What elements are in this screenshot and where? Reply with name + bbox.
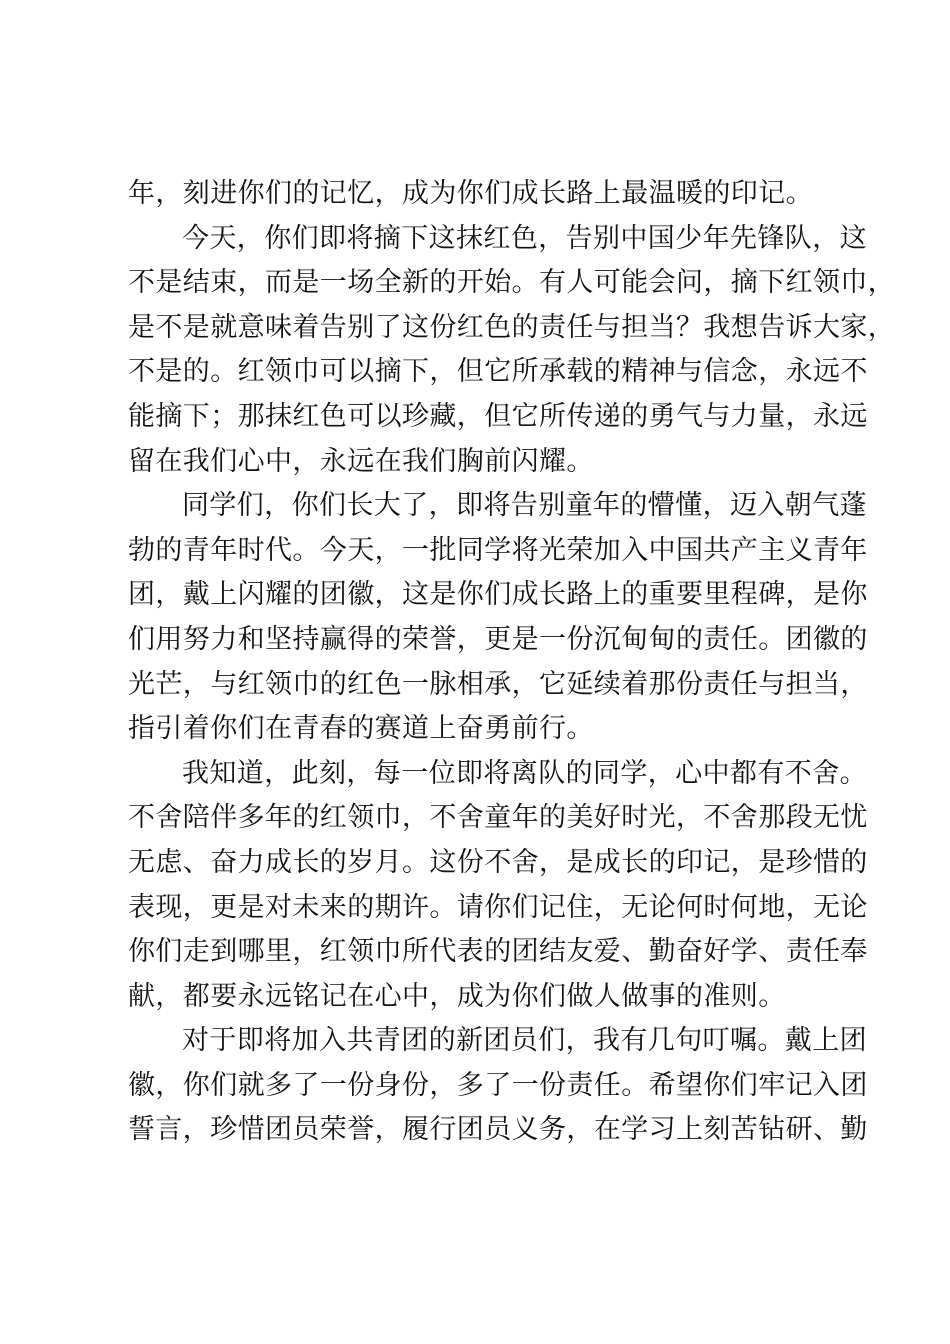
text-line: 留在我们心中，永远在我们胸前闪耀。 bbox=[128, 445, 594, 477]
text-line: 勃的青年时代。今天，一批同学将光荣加入中国共产主义青年 bbox=[128, 534, 868, 566]
text-line: 不舍陪伴多年的红领巾，不舍童年的美好时光，不舍那段无忧 bbox=[128, 802, 868, 834]
text-line: 指引着你们在青春的赛道上奋勇前行。 bbox=[128, 713, 594, 745]
text-line: 不是结束，而是一场全新的开始。有人可能会问，摘下红领巾， bbox=[128, 267, 896, 299]
text-line: 徽，你们就多了一份身份，多了一份责任。希望你们牢记入团 bbox=[128, 1069, 868, 1101]
text-line: 能摘下；那抹红色可以珍藏，但它所传递的勇气与力量，永远 bbox=[128, 400, 868, 432]
text-line: 光芒，与红领巾的红色一脉相承，它延续着那份责任与担当， bbox=[128, 668, 868, 700]
text-line: 们用努力和坚持赢得的荣誉，更是一份沉甸甸的责任。团徽的 bbox=[128, 623, 868, 655]
document-body bbox=[128, 172, 896, 1153]
text-line: 你们走到哪里，红领巾所代表的团结友爱、勤奋好学、责任奉 bbox=[128, 936, 868, 968]
text-line: 不是的。红领巾可以摘下，但它所承载的精神与信念，永远不 bbox=[128, 356, 868, 388]
text-line: 誓言，珍惜团员荣誉，履行团员义务，在学习上刻苦钻研、勤 bbox=[128, 1114, 868, 1146]
text-line: 年，刻进你们的记忆，成为你们成长路上最温暖的印记。 bbox=[128, 178, 813, 209]
text-line: 献，都要永远铭记在心中，成为你们做人做事的准则。 bbox=[128, 980, 786, 1012]
text-line: 表现，更是对未来的期许。请你们记住，无论何时何地，无论 bbox=[128, 891, 868, 923]
paragraph-first-line: 我知道，此刻，每一位即将离队的同学，心中都有不舍。 bbox=[182, 757, 867, 789]
paragraph-first-line: 今天，你们即将摘下这抹红色，告别中国少年先锋队，这 bbox=[182, 222, 867, 254]
paragraph-first-line: 同学们，你们长大了，即将告别童年的懵懂，迈入朝气蓬 bbox=[182, 490, 867, 522]
text-line: 团，戴上闪耀的团徽，这是你们成长路上的重要里程碑，是你 bbox=[128, 579, 868, 611]
text-line: 是不是就意味着告别了这份红色的责任与担当？我想告诉大家， bbox=[128, 311, 896, 343]
paragraph-first-line: 对于即将加入共青团的新团员们，我有几句叮嘱。戴上团 bbox=[182, 1025, 867, 1057]
text-line: 无虑、奋力成长的岁月。这份不舍，是成长的印记，是珍惜的 bbox=[128, 846, 868, 878]
